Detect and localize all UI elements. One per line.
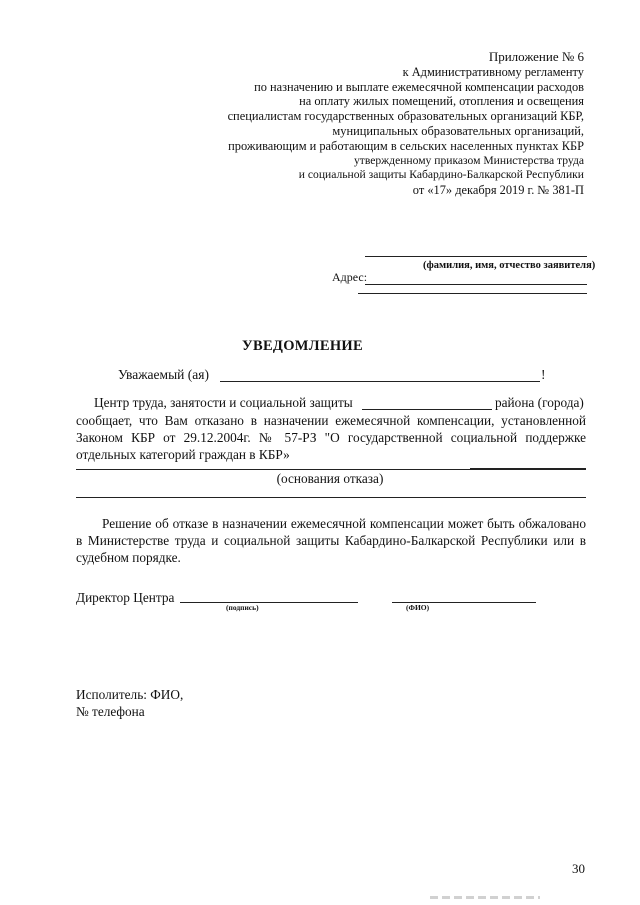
signature-line[interactable] — [180, 602, 358, 603]
address-line-2[interactable] — [358, 293, 587, 294]
address-line[interactable] — [365, 284, 587, 285]
executor-block — [76, 686, 183, 720]
center-name-label: Центр труда, занятости и социальной защиты — [94, 395, 353, 410]
address-label: Адрес: — [332, 270, 368, 284]
scan-artifact — [430, 896, 540, 899]
reason-line[interactable] — [76, 469, 586, 470]
page-title: УВЕДОМЛЕНИЕ — [242, 338, 363, 354]
salutation-end: ! — [541, 367, 546, 382]
district-suffix: района (города) — [495, 395, 584, 410]
approved-line: и социальной защиты Кабардино-Балкарской Республики — [298, 168, 584, 182]
director-label: Директор Центра — [76, 590, 175, 605]
refusal-paragraph: сообщает, что Вам отказано в назначении ежемесячной компенсации, установленной Законом КБР от 29.12.2004г. № 57-РЗ "О государственной социальной поддержке отдельных категорий граждан в КБР» — [76, 413, 586, 462]
approved-line: утвержденному приказом Министерства труда — [353, 153, 584, 167]
header-line: по назначению и выплате ежемесячной компенсации расходов — [254, 79, 584, 94]
executor-phone: № телефона — [76, 704, 145, 719]
district-line[interactable] — [362, 409, 492, 410]
header-line: проживающим и работающим в сельских населенных пунктах КБР — [228, 138, 584, 153]
applicant-name-caption: (фамилия, имя, отчество заявителя) — [423, 260, 596, 271]
executor-name: Исполитель: ФИО, — [76, 687, 184, 702]
salutation-label: Уважаемый (ая) — [118, 367, 209, 382]
appendix-number: Приложение № 6 — [488, 49, 584, 64]
appendix-header — [228, 50, 584, 198]
approved-date-line: от «17» декабря 2019 г. № 381-П — [412, 183, 584, 198]
applicant-name-line[interactable] — [365, 256, 587, 257]
header-line: специалистам государственных образовательных организаций КБР, — [227, 109, 584, 124]
reason-line-2[interactable] — [76, 497, 586, 498]
appeal-paragraph: Решение об отказе в назначении ежемесячной компенсации может быть обжаловано в Министерстве труда и социальной защиты Кабардино-Балкарской Республики или в судебном порядке. — [76, 516, 586, 565]
header-line: муниципальных образовательных организаций, — [332, 123, 584, 138]
header-line: на оплату жилых помещений, отопления и освещения — [299, 94, 584, 109]
director-name-caption: (ФИО) — [406, 603, 430, 612]
signature-caption: (подпись) — [226, 603, 259, 612]
header-line: к Административному регламенту — [402, 64, 584, 79]
addressee-name-line[interactable] — [220, 381, 540, 382]
reason-caption: (основания отказа) — [276, 471, 384, 486]
page-number: 30 — [572, 861, 585, 876]
